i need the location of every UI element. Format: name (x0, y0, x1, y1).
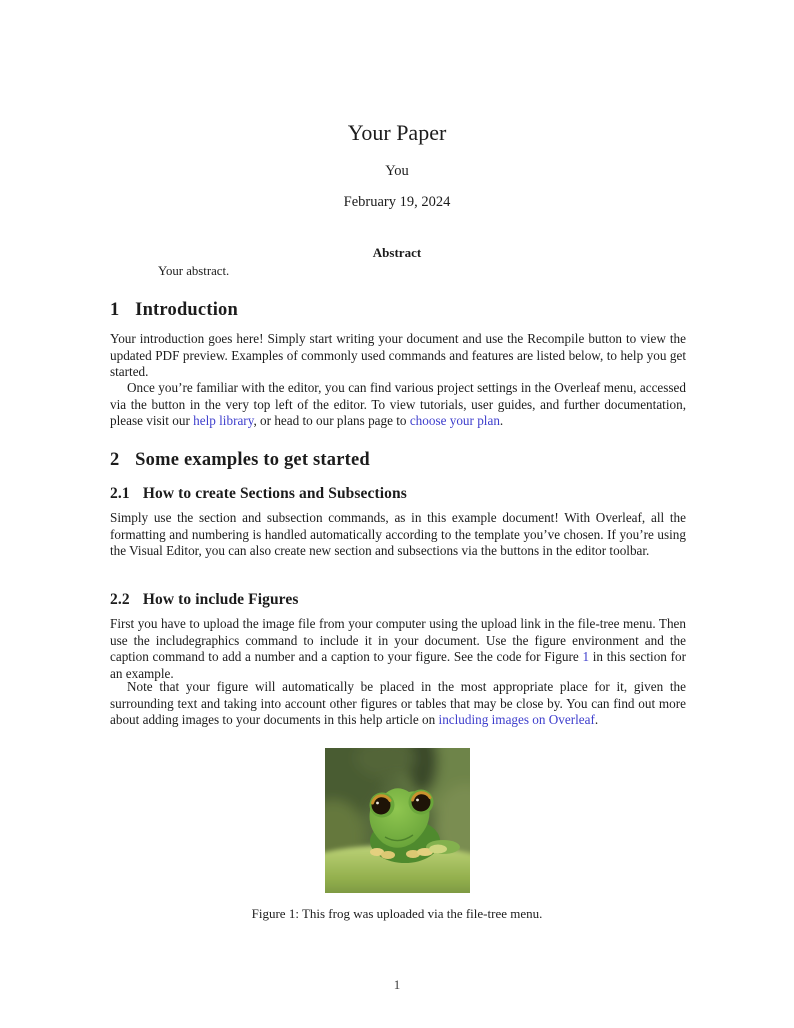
section-2-heading (110, 450, 686, 471)
figures-p1-text-1: First you have to upload the image file from your computer using the upload link in the file-tree menu. Then use the includegraphics command to include it in your document. Use the figure environment and the caption command to add a number and a caption to your figure. See the code for Figure (110, 616, 686, 664)
figure-1-ref-link[interactable]: 1 (582, 649, 590, 664)
intro-paragraph-1: Your introduction goes here! Simply start writing your document and use the Recompile button to view the updated PDF preview. Examples of commonly used commands and features are listed below, to help you get started. (110, 331, 686, 379)
section-2-number: 2 (110, 450, 120, 470)
figures-paragraph-2 (110, 679, 686, 729)
sections-paragraph: Simply use the section and subsection commands, as in this example document! With Overleaf, all the formatting and numbering is handled automatically according to the template you’ve chosen. If you’re using the Visual Editor, you can also create new section and subsections via the buttons in the editor toolbar. (110, 510, 686, 558)
paper-title: Your Paper (347, 120, 447, 145)
subsection-2-1-title: How to create Sections and Subsections (142, 485, 407, 502)
paper-date: February 19, 2024 (343, 194, 451, 210)
paper-author: You (385, 163, 409, 179)
intro-p2-text-3: . (499, 413, 504, 428)
section-1-title: Introduction (135, 300, 238, 320)
figures-p1-text-2: in this section for an example. (110, 649, 686, 681)
figures-p2-text-1: Note that your figure will automatically be placed in the most appropriate place for it, given the surrounding text and taking into account other figures or tables that may be close by. You can find out more about adding images to your documents in this help article on (110, 679, 686, 727)
frog-image (325, 748, 470, 893)
subsection-2-2-title: How to include Figures (142, 591, 299, 608)
figures-p2-text-2: . (594, 712, 599, 727)
section-1-heading (110, 300, 686, 321)
intro-p2-text-2: , or head to our plans page to (253, 413, 410, 428)
figures-paragraph-1 (110, 616, 686, 682)
section-1-number: 1 (110, 300, 120, 320)
section-2-title: Some examples to get started (135, 450, 370, 470)
choose-your-plan-link[interactable]: choose your plan (409, 413, 500, 428)
figure-1-caption: Figure 1: This frog was uploaded via the file-tree menu. (251, 906, 543, 921)
abstract-heading: Abstract (372, 245, 422, 260)
subsection-2-1-number: 2.1 (110, 485, 130, 502)
subsection-2-2-number: 2.2 (110, 591, 130, 608)
subsection-2-1-heading (110, 485, 686, 503)
page-number: 1 (393, 977, 401, 992)
intro-paragraph-2 (110, 380, 686, 430)
intro-p2-text-1: Once you’re familiar with the editor, you can find various project settings in the Overleaf menu, accessed via the button in the very top left of the editor. To view tutorials, user guides, and further documentation, please visit our (110, 380, 686, 428)
including-images-link[interactable]: including images on Overleaf (438, 712, 595, 727)
abstract-body: Your abstract. (158, 264, 230, 278)
figure-1 (325, 748, 470, 893)
help-library-link[interactable]: help library (193, 413, 254, 428)
subsection-2-2-heading (110, 591, 686, 609)
